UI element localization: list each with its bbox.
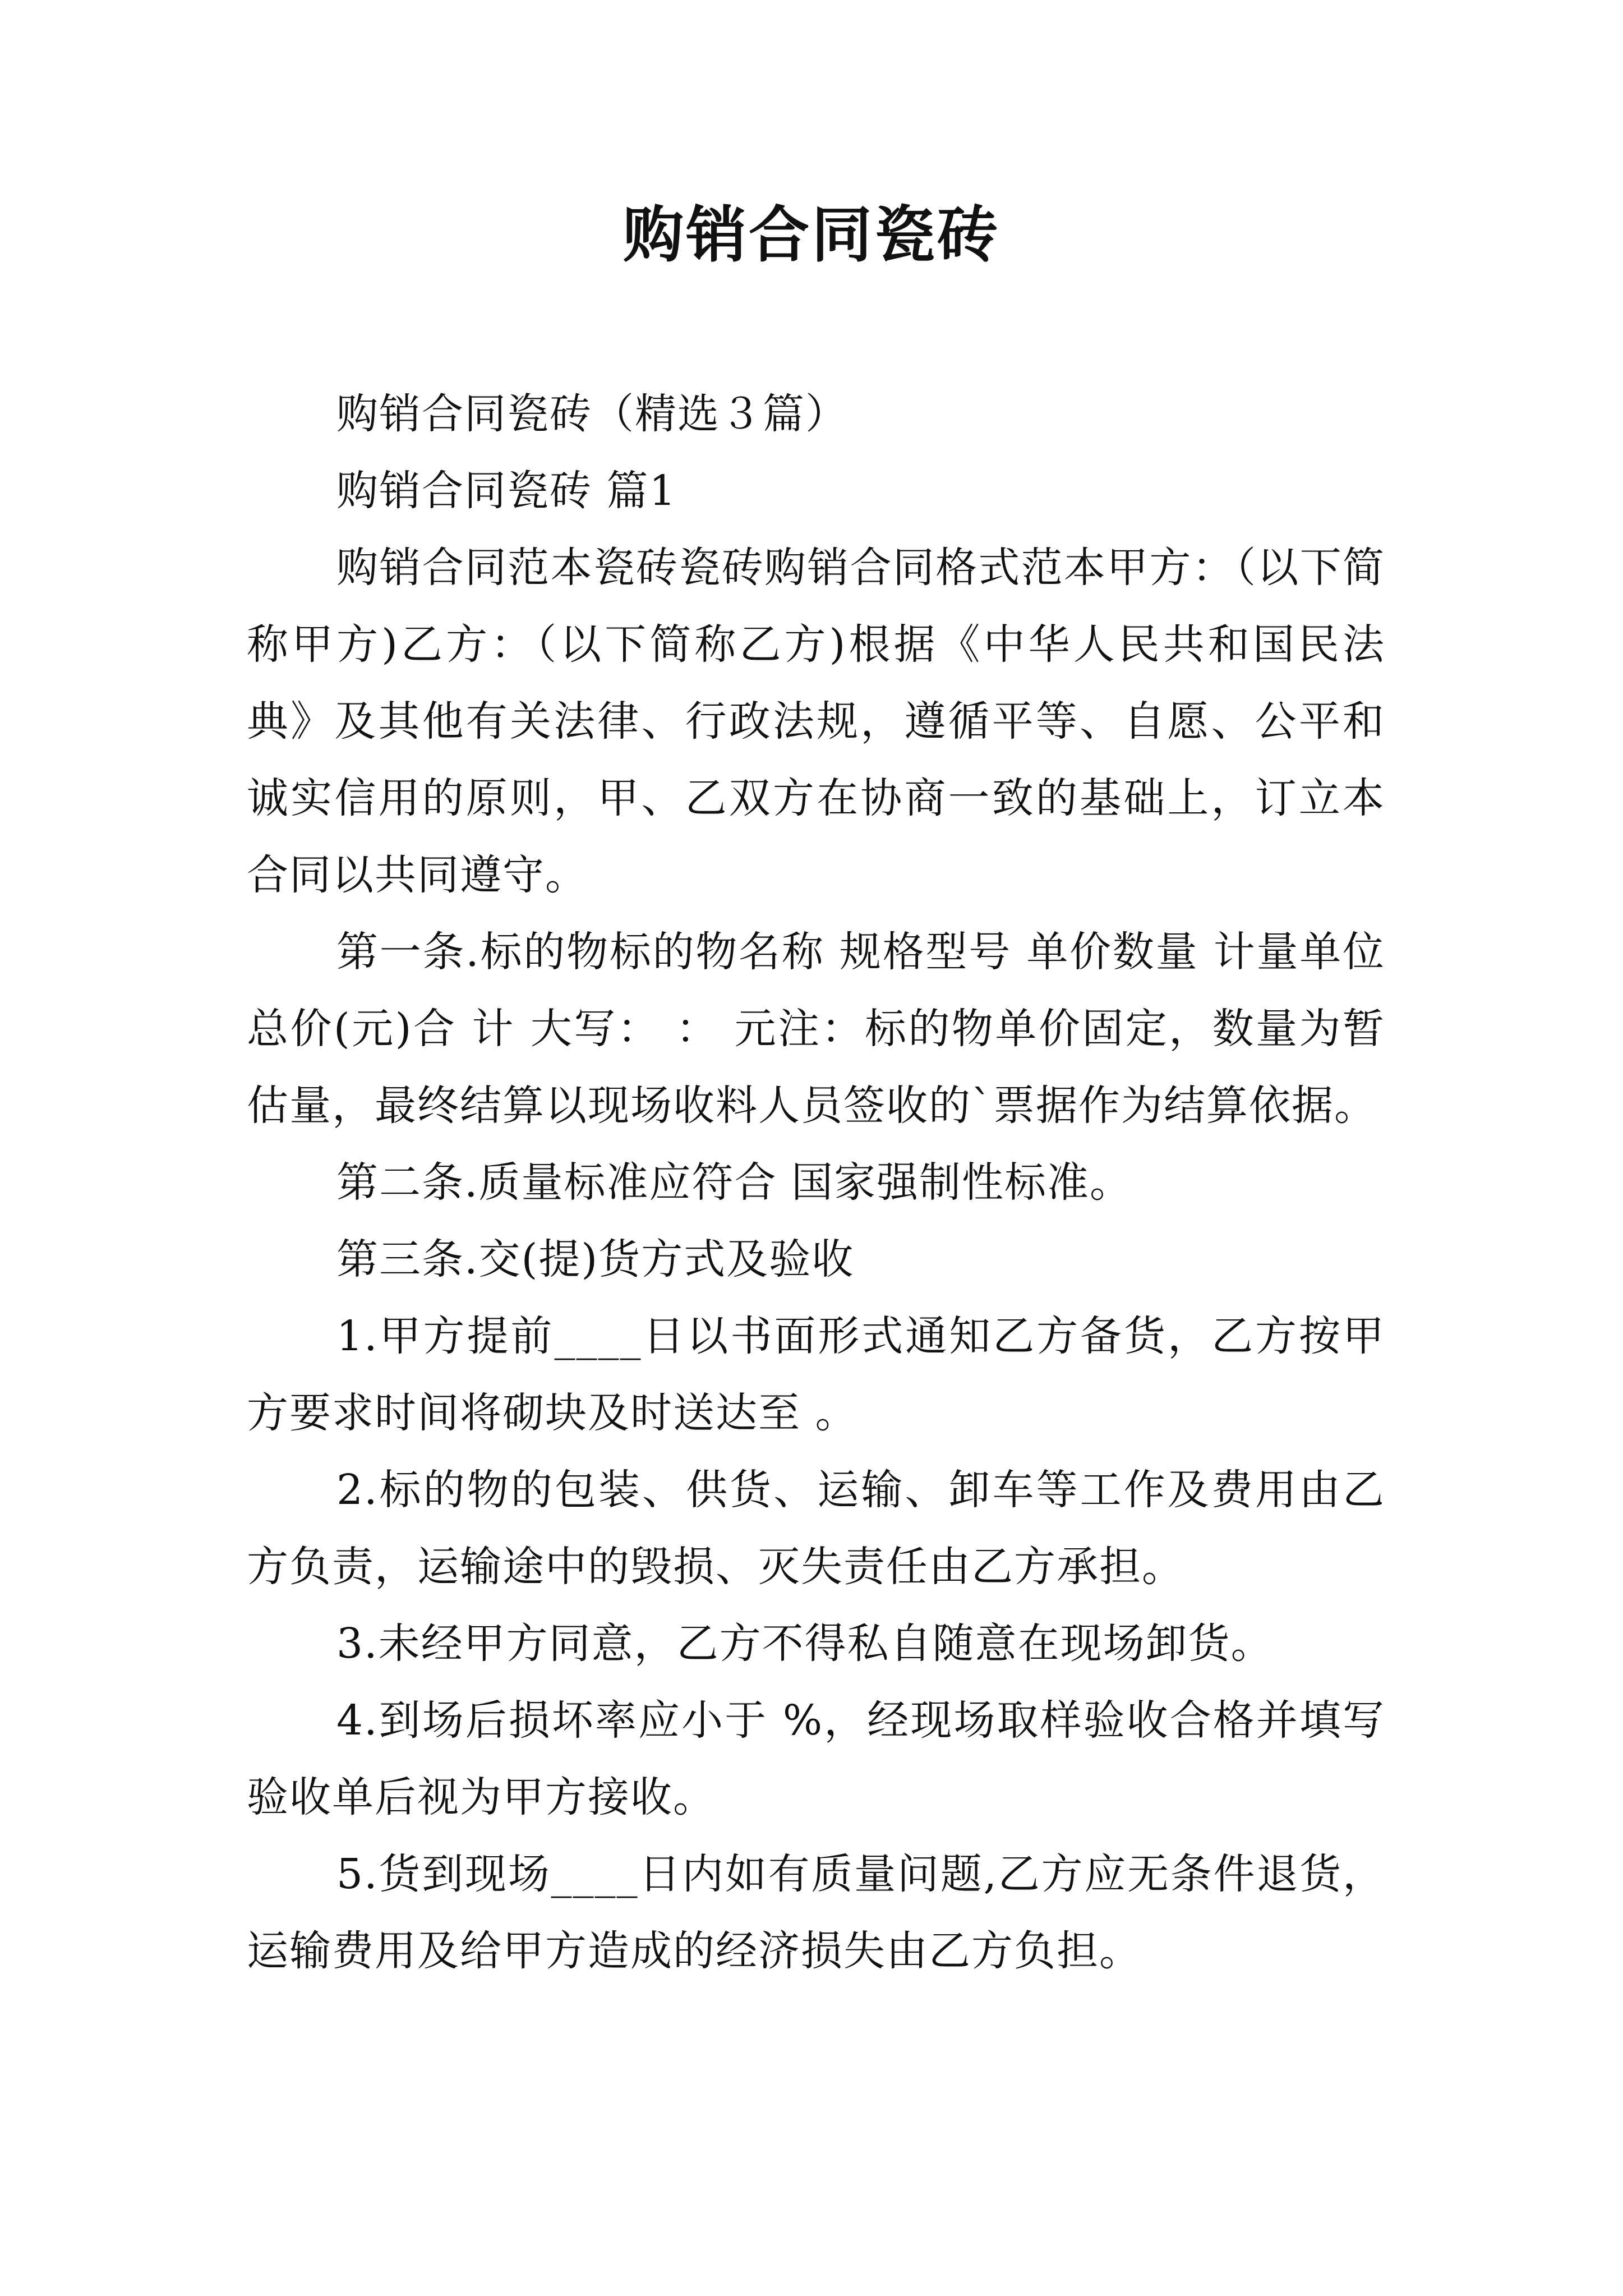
paragraph-section-heading: 购销合同瓷砖 篇1 [336, 467, 677, 515]
paragraph-clause-3: 3.未经甲方同意，乙方不得私自随意在现场卸货。 [336, 1619, 1274, 1668]
document-body [247, 376, 1400, 1990]
paragraph-preamble: 购销合同范本瓷砖瓷砖购销合同格式范本甲方：（以下简称甲方)乙方：（以下简称乙方)根据《中华人民共和国民法典》及其他有关法律、行政法规，遵循平等、自愿、公平和诚实信用的原则，甲、乙双方在协商一致的基础上，订立本合同以共同遵守。 [247, 544, 1385, 899]
paragraph-clause-1: 1.甲方提前____日以书面形式通知乙方备货，乙方按甲方要求时间将砌块及时送达至 。 [247, 1312, 1385, 1437]
paragraph-article-2: 第二条.质量标准应符合 国家强制性标准。 [336, 1158, 1133, 1207]
paragraph-clause-5: 5.货到现场____日内如有质量问题,乙方应无条件退货，运输费用及给甲方造成的经济损失由乙方负担。 [247, 1850, 1385, 1975]
paragraph-article-1: 第一条.标的物标的物名称 规格型号 单价数量 计量单位 总价(元)合 计 大写： ： 元注：标的物单价固定，数量为暂估量，最终结算以现场收料人员签收的`票据作为结算依据。 [247, 928, 1400, 1130]
document-title: 购销合同瓷砖 [623, 200, 1000, 270]
paragraph-subtitle: 购销合同瓷砖（精选３篇） [336, 390, 848, 438]
paragraph-article-3: 第三条.交(提)货方式及验收 [336, 1235, 855, 1283]
paragraph-clause-4: 4.到场后损坏率应小于 %，经现场取样验收合格并填写验收单后视为甲方接收。 [247, 1696, 1385, 1821]
paragraph-clause-2: 2.标的物的包装、供货、运输、卸车等工作及费用由乙方负责，运输途中的毁损、灭失责任由乙方承担。 [247, 1466, 1385, 1591]
